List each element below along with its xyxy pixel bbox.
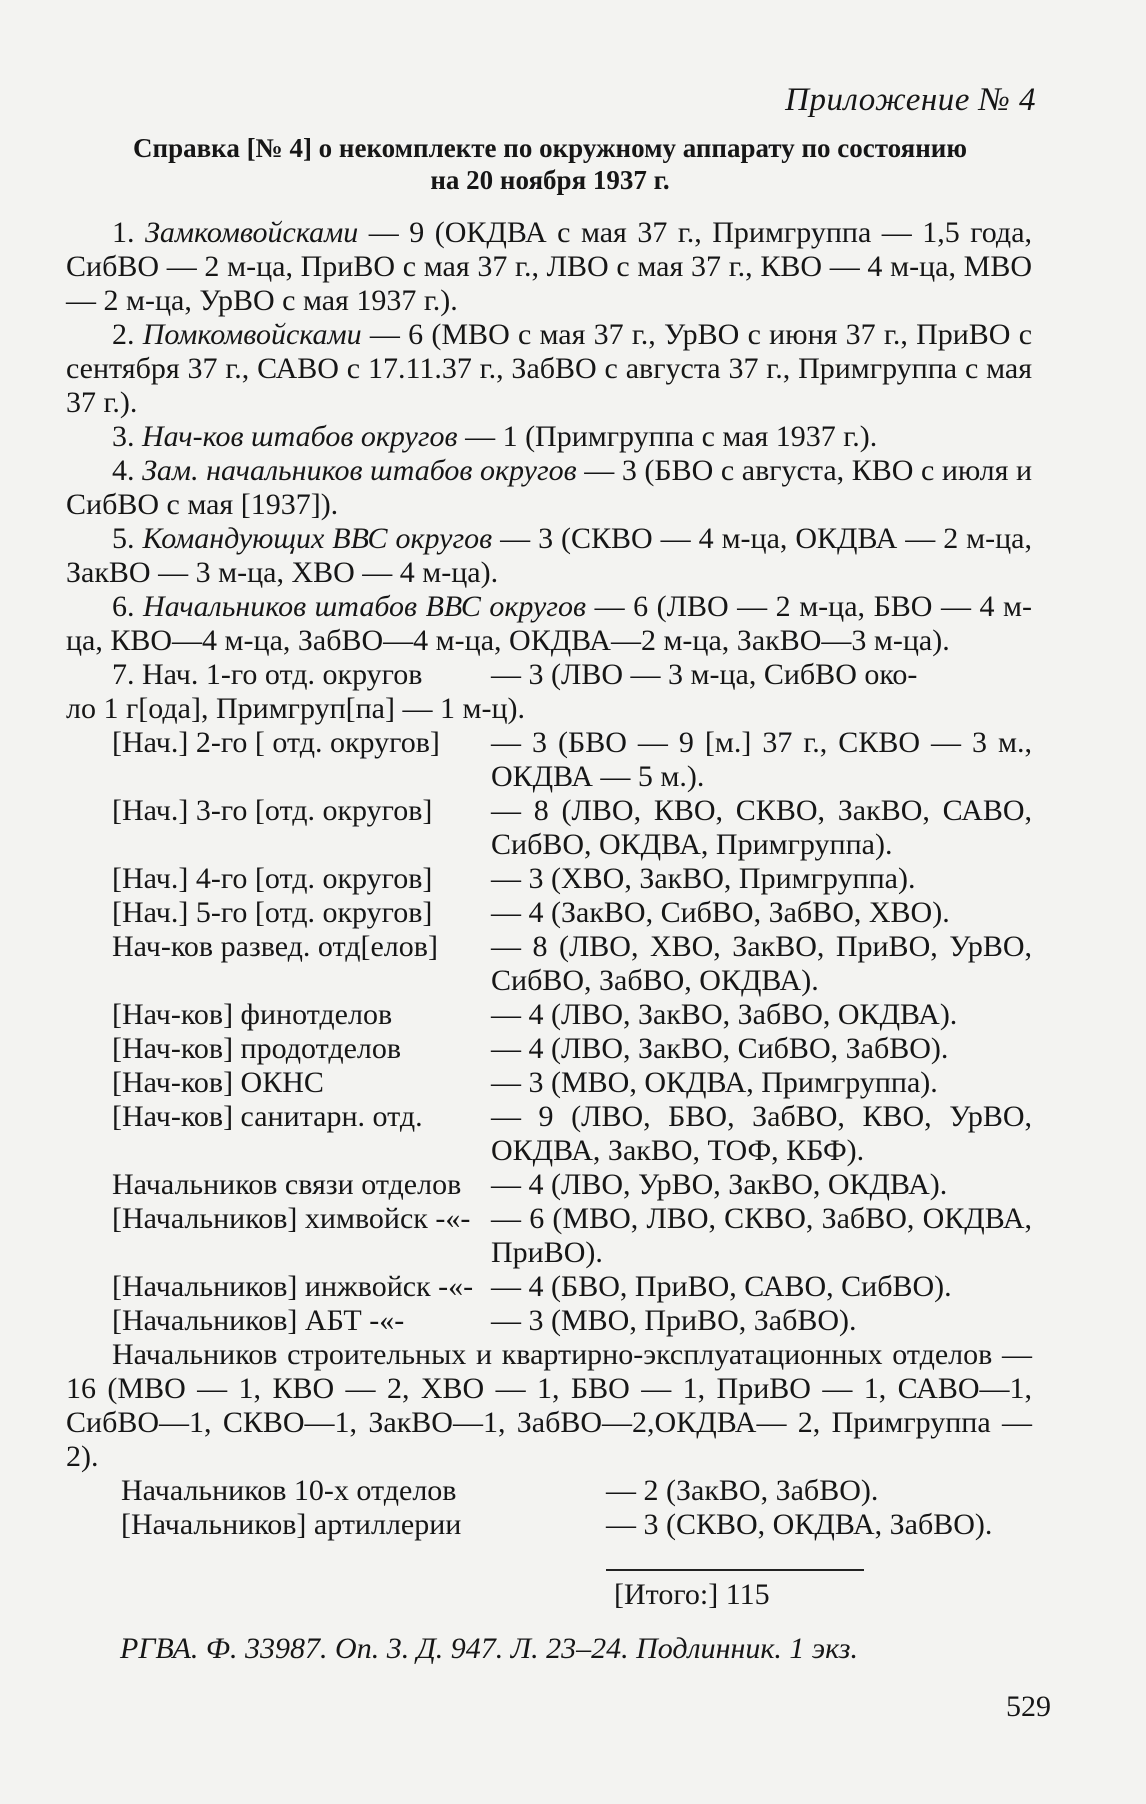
title-line-1: Справка [№ 4] о некомплекте по окружному аппарату по состоянию <box>133 133 967 163</box>
list-item: [Нач-ков] финотделов — 4 (ЛВО, ЗакВО, ЗабВО, ОКДВА). <box>112 998 958 1031</box>
item-6: 6. Начальников штабов ВВС округов — 6 (ЛВО — 2 м-ца, БВО — 4 м-ца, КВО—4 м-ца, ЗабВО—4 м-ца, ОКДВА—2 м-ца, ЗакВО—3 м-ца). <box>66 590 1033 657</box>
list-item: [Нач.] 2-го [ отд. округов] — 3 (БВО — 9 [м.] 37 г., СКВО — 3 м., ОКДВА — 5 м.). <box>112 726 1032 793</box>
item-1-label: Замкомвойсками <box>145 216 359 249</box>
page-number: 529 <box>1006 1690 1051 1723</box>
list-item: [Нач-ков] санитарн. отд. — 9 (ЛВО, БВО, ЗабВО, КВО, УрВО, ОКДВА, ЗакВО, ТОФ, КБФ). <box>112 1100 1032 1167</box>
construction-departments: Начальников строительных и квартирно-эксплуатационных отделов — 16 (МВО — 1, КВО — 2, ХВО — 1, БВО — 1, ПриВО — 1, САВО—1, СибВО—1, СКВО—1, ЗакВО—1, ЗабВО—2,ОКДВА— 2, Примгруппа — 2). <box>66 1338 1032 1473</box>
item-7-row: 7. Нач. 1-го отд. округов — 3 (ЛВО — 3 м-ца, СибВО око- <box>112 658 918 691</box>
list-item: [Нач.] 3-го [отд. округов] — 8 (ЛВО, КВО, СКВО, ЗакВО, САВО, СибВО, ОКДВА, Примгруппа). <box>112 794 1032 861</box>
list-item: [Начальников] химвойск -«- — 6 (МВО, ЛВО, СКВО, ЗабВО, ОКДВА, ПриВО). <box>112 1202 1032 1269</box>
total-separator <box>606 1569 864 1571</box>
item-2-label: Помкомвойсками <box>142 318 362 351</box>
item-4-label: Зам. начальников штабов округов <box>142 454 577 487</box>
list-item: [Нач-ков] продотделов — 4 (ЛВО, ЗакВО, СибВО, ЗабВО). <box>112 1032 949 1065</box>
list-item: Начальников связи отделов — 4 (ЛВО, УрВО, ЗакВО, ОКДВА). <box>112 1168 948 1201</box>
list-item: [Нач.] 5-го [отд. округов] — 4 (ЗакВО, СибВО, ЗабВО, ХВО). <box>112 896 950 929</box>
item-3-label: Нач-ков штабов округов <box>142 420 458 453</box>
item-3: 3. Нач-ков штабов округов — 1 (Примгруппа с мая 1937 г.). <box>112 420 878 453</box>
list-item: [Начальников] инжвойск -«- — 4 (БВО, ПриВО, САВО, СибВО). <box>112 1270 952 1303</box>
document-title <box>70 132 1030 196</box>
item-5-label: Командующих ВВС округов <box>142 522 493 555</box>
list-item: [Нач-ков] ОКНС — 3 (МВО, ОКДВА, Примгруппа). <box>112 1066 938 1099</box>
list-item: [Начальников] артиллерии — 3 (СКВО, ОКДВА, ЗабВО). <box>121 1508 993 1541</box>
item-6-label: Начальников штабов ВВС округов <box>143 590 587 623</box>
list-item: [Начальников] АБТ -«- — 3 (МВО, ПриВО, ЗабВО). <box>112 1304 857 1337</box>
item-4: 4. Зам. начальников штабов округов — 3 (БВО с августа, КВО с июля и СибВО с мая [1937]). <box>66 454 1032 521</box>
total-line: [Итого:] 115 <box>614 1578 770 1611</box>
item-5: 5. Командующих ВВС округов — 3 (СКВО — 4 м-ца, ОКДВА — 2 м-ца, ЗакВО — 3 м-ца, ХВО — 4 м-ца). <box>66 522 1032 589</box>
item-2: 2. Помкомвойсками — 6 (МВО с мая 37 г., УрВО с июня 37 г., ПриВО с сентября 37 г., САВО с 17.11.37 г., ЗабВО с августа 37 г., Примгруппа с мая 37 г.). <box>66 318 1033 419</box>
archive-source: РГВА. Ф. 33987. Оп. 3. Д. 947. Л. 23–24. Подлинник. 1 экз. <box>120 1632 858 1665</box>
title-line-2: на 20 ноября 1937 г. <box>430 165 670 195</box>
item-7-continuation: ло 1 г[ода], Примгруп[па] — 1 м-ц). <box>66 692 526 725</box>
document-body <box>66 216 1032 1542</box>
list-item: Начальников 10-х отделов — 2 (ЗакВО, ЗабВО). <box>121 1474 879 1507</box>
list-item: [Нач.] 4-го [отд. округов] — 3 (ХВО, ЗакВО, Примгруппа). <box>112 862 916 895</box>
list-item: Нач-ков развед. отд[елов] — 8 (ЛВО, ХВО, ЗакВО, ПриВО, УрВО, СибВО, ЗабВО, ОКДВА). <box>112 930 1032 997</box>
appendix-label: Приложение № 4 <box>785 82 1036 118</box>
item-1: 1. Замкомвойсками — 9 (ОКДВА с мая 37 г., Примгруппа — 1,5 года, СибВО — 2 м-ца, ПриВО с мая 37 г., ЛВО с мая 37 г., КВО — 4 м-ца, МВО — 2 м-ца, УрВО с мая 1937 г.). <box>66 216 1033 317</box>
